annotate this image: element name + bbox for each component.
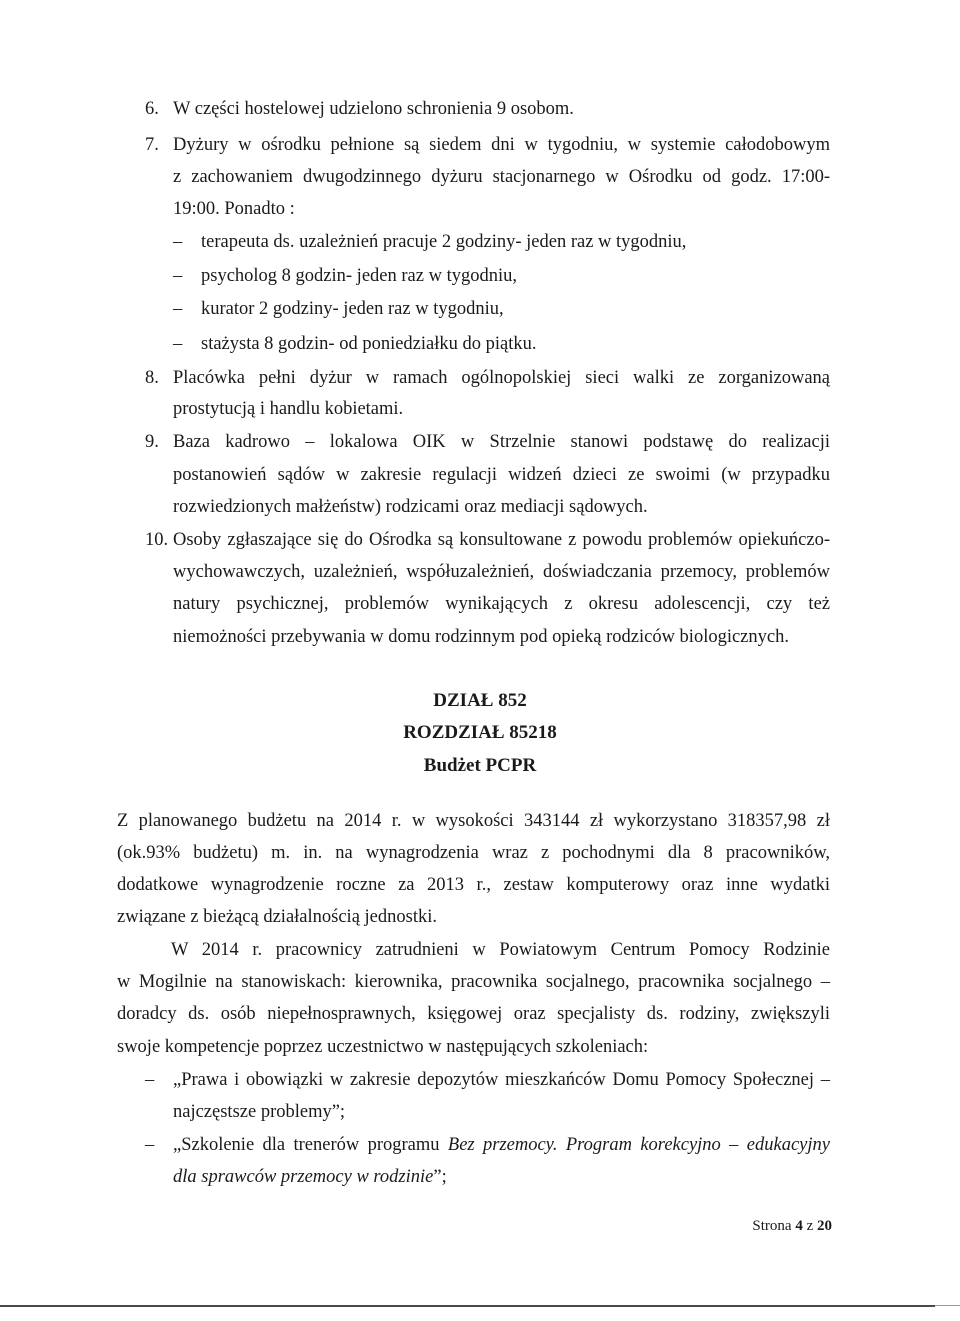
- paragraph-line: swoje kompetencje poprzez uczestnictwo w następujących szkoleniach:: [117, 1037, 649, 1057]
- list-item-line: 19:00. Ponadto :: [173, 199, 295, 219]
- bottom-rule-tail: [935, 1305, 960, 1306]
- staff-item: terapeuta ds. uzależnień pracuje 2 godziny- jeden raz w tygodniu,: [201, 232, 687, 252]
- training-text: „Szkolenie dla trenerów programu: [173, 1135, 448, 1155]
- list-item-line: W części hostelowej udzielono schronienia 9 osobom.: [173, 99, 574, 119]
- training-item-line: najczęstsze problemy”;: [173, 1102, 346, 1122]
- list-item-line: Dyżury w ośrodku pełnione są siedem dni w tygodniu, w systemie całodobowym: [173, 135, 830, 155]
- section-heading: DZIAŁ 852: [433, 690, 527, 711]
- list-number: 8.: [145, 368, 159, 388]
- training-item-line: [173, 1166, 447, 1188]
- list-item-line: rozwiedzionych małżeństw) rodzicami oraz mediacji sądowych.: [173, 497, 648, 517]
- current-page-number: 4: [795, 1218, 803, 1234]
- chapter-heading: ROZDZIAŁ 85218: [403, 722, 557, 743]
- paragraph-line: Z planowanego budżetu na 2014 r. w wysokości 343144 zł wykorzystano 318357,98 zł: [117, 811, 830, 831]
- dash-bullet: –: [173, 334, 183, 354]
- paragraph-line: w Mogilnie na stanowiskach: kierownika, pracownika socjalnego, pracownika socjalnego –: [117, 972, 830, 992]
- list-item-line: Osoby zgłaszające się do Ośrodka są konsultowane z powodu problemów opiekuńczo-: [173, 530, 830, 550]
- list-item-line: prostytucją i handlu kobietami.: [173, 399, 404, 419]
- paragraph-line: (ok.93% budżetu) m. in. na wynagrodzenia wraz z pochodnymi dla 8 pracowników,: [117, 843, 830, 863]
- list-item-line: Placówka pełni dyżur w ramach ogólnopolskiej sieci walki ze zorganizowaną: [173, 368, 830, 388]
- list-item-line: natury psychicznej, problemów wynikających z okresu adolescencji, czy też: [173, 594, 830, 614]
- list-number: 10.: [145, 530, 169, 550]
- dash-bullet: –: [173, 299, 183, 319]
- list-item-line: postanowień sądów w zakresie regulacji widzeń dzieci ze swoimi (w przypadku: [173, 465, 830, 485]
- list-number: 6.: [145, 99, 159, 119]
- training-text: ”;: [433, 1167, 447, 1187]
- staff-item: stażysta 8 godzin- od poniedziałku do piątku.: [201, 334, 537, 354]
- paragraph-line: związane z bieżącą działalnością jednostki.: [117, 907, 437, 927]
- list-item-line: niemożności przebywania w domu rodzinnym pod opieką rodziców biologicznych.: [173, 627, 789, 647]
- footer-mid: z: [802, 1218, 817, 1234]
- dash-bullet: –: [173, 266, 183, 286]
- paragraph-line: W 2014 r. pracownicy zatrudnieni w Powiatowym Centrum Pomocy Rodzinie: [171, 940, 830, 960]
- paragraph-line: dodatkowe wynagrodzenie roczne za 2013 r., zestaw komputerowy oraz inne wydatki: [117, 875, 830, 895]
- bottom-rule: [0, 1305, 935, 1307]
- subtitle-heading: Budżet PCPR: [423, 755, 537, 776]
- training-item-line: [173, 1134, 830, 1156]
- list-item-line: wychowawczych, uzależnień, współuzależnień, doświadczania przemocy, problemów: [173, 562, 830, 582]
- training-title-italic: dla sprawców przemocy w rodzinie: [173, 1167, 434, 1187]
- dash-bullet: –: [145, 1070, 155, 1090]
- dash-bullet: –: [173, 232, 183, 252]
- staff-item: psycholog 8 godzin- jeden raz w tygodniu,: [201, 266, 517, 286]
- list-item-line: Baza kadrowo – lokalowa OIK w Strzelnie stanowi podstawę do realizacji: [173, 432, 830, 452]
- training-item-line: „Prawa i obowiązki w zakresie depozytów mieszkańców Domu Pomocy Społecznej –: [173, 1070, 830, 1090]
- list-number: 7.: [145, 135, 159, 155]
- list-number: 9.: [145, 432, 159, 452]
- dash-bullet: –: [145, 1135, 155, 1155]
- training-title-italic: Bez przemocy. Program korekcyjno – edukacyjny: [447, 1135, 830, 1155]
- list-item-line: z zachowaniem dwugodzinnego dyżuru stacjonarnego w Ośrodku od godz. 17:00-: [173, 167, 830, 187]
- staff-item: kurator 2 godziny- jeden raz w tygodniu,: [201, 299, 504, 319]
- page-footer: [752, 1216, 832, 1236]
- footer-prefix: Strona: [752, 1218, 796, 1234]
- paragraph-line: doradcy ds. osób niepełnosprawnych, księgowej oraz specjalisty ds. rodziny, zwiększyli: [117, 1004, 830, 1024]
- total-pages-number: 20: [817, 1218, 832, 1234]
